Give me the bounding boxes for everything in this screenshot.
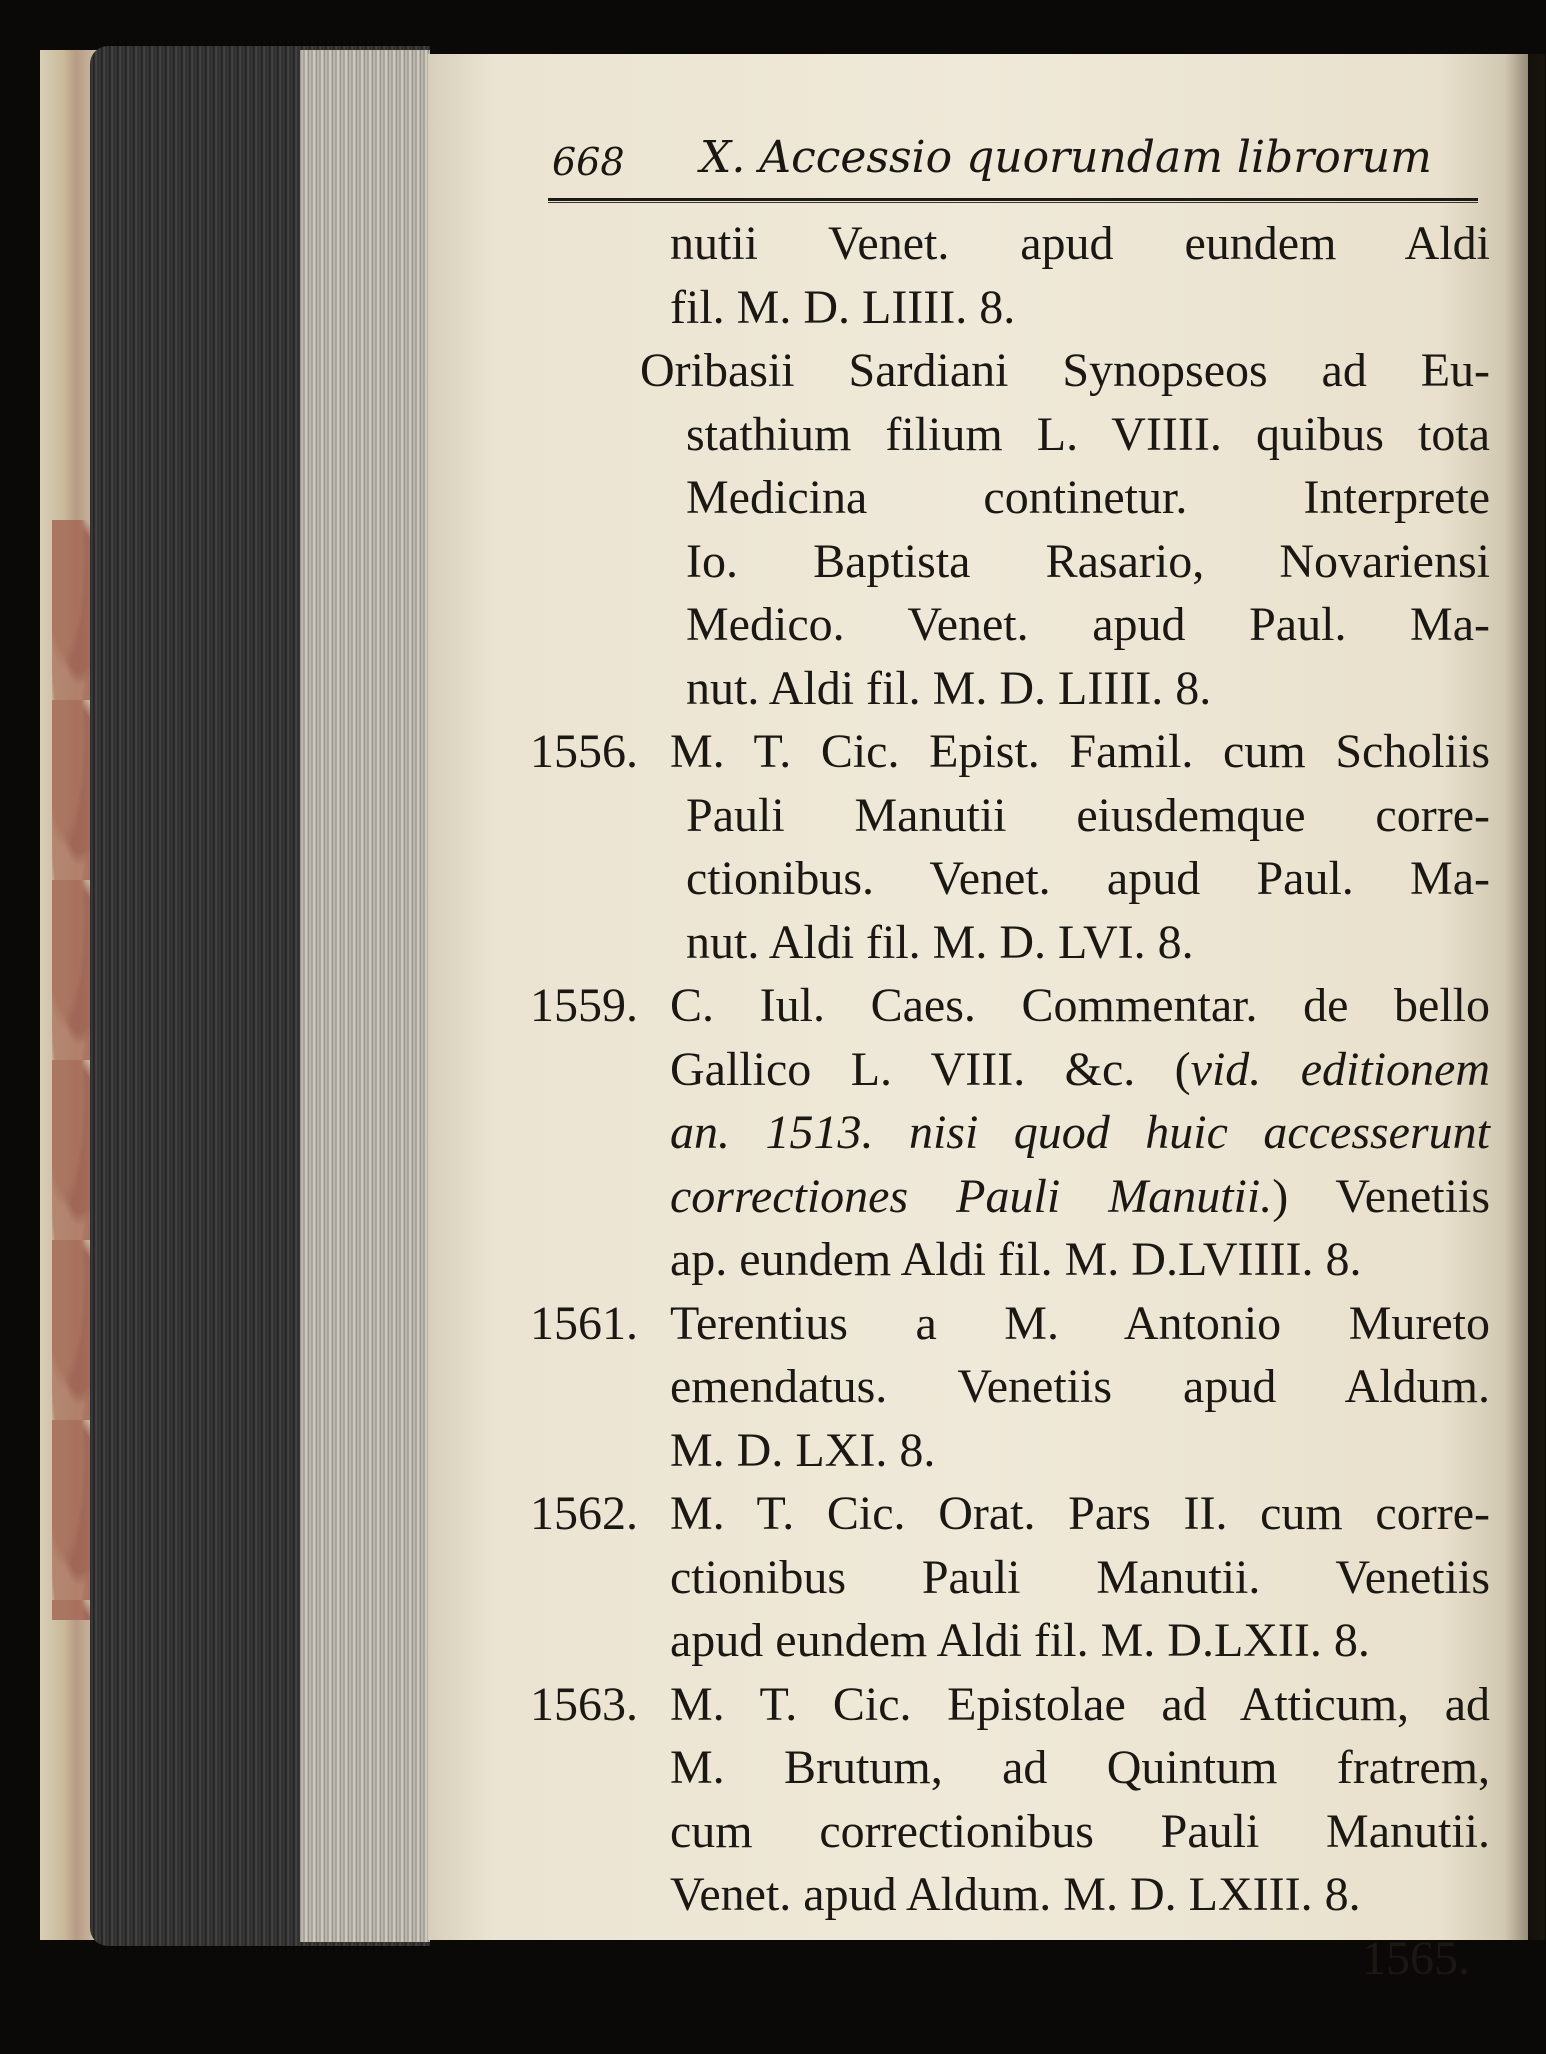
text-line xyxy=(530,339,1490,403)
text-line xyxy=(530,593,1490,657)
text-line xyxy=(530,784,1490,848)
text-line xyxy=(530,530,1490,594)
line-text: C. Iul. Caes. Commentar. de bello xyxy=(670,979,1490,1032)
line-text: Venet. apud Aldum. M. D. LXIII. 8. xyxy=(670,1868,1361,1921)
line-text: apud eundem Aldi fil. M. D.LXII. 8. xyxy=(670,1614,1370,1667)
text-line xyxy=(530,276,1490,340)
line-text: ap. eundem Aldi fil. M. D.LVIIII. 8. xyxy=(670,1233,1362,1286)
header-rule xyxy=(548,202,1478,203)
running-title: X. Accessio quorundam librorum xyxy=(700,132,1432,183)
entry-year: 1562. xyxy=(530,1487,638,1540)
text-line xyxy=(530,1419,1490,1483)
line-text: nutii Venet. apud eundem Aldi xyxy=(670,217,1490,270)
line-text: stathium filium L. VIIII. quibus tota xyxy=(686,407,1490,461)
entry-line xyxy=(530,1292,1490,1356)
text-line xyxy=(530,212,1490,276)
line-italic: an. 1513. nisi quod huic accesserunt xyxy=(670,1106,1490,1159)
line-text: Medicina continetur. Interprete xyxy=(686,471,1490,524)
marbled-edge xyxy=(52,520,92,1620)
text-line xyxy=(530,403,1490,467)
line-text: cum correctionibus Pauli Manutii. xyxy=(670,1804,1490,1858)
line-italic: vid. editionem xyxy=(1190,1042,1490,1096)
text-line xyxy=(530,1165,1490,1229)
text-line xyxy=(530,1609,1490,1673)
text-line xyxy=(530,466,1490,530)
entry-year: 1559. xyxy=(530,979,638,1032)
line-text-mixed xyxy=(670,1038,1490,1102)
entry-year: 1563. xyxy=(530,1677,638,1731)
catchword-line xyxy=(530,1927,1490,1991)
text-line xyxy=(530,1736,1490,1800)
line-text: Medico. Venet. apud Paul. Ma- xyxy=(686,598,1490,651)
line-text: M. T. Cic. Epist. Famil. cum Scholiis xyxy=(670,725,1490,778)
line-text: ctionibus Pauli Manutii. Venetiis xyxy=(670,1550,1490,1604)
line-text: emendatus. Venetiis apud Aldum. xyxy=(670,1360,1490,1413)
catchword: 1565. xyxy=(1362,1931,1470,1985)
line-italic: correctiones Pauli Manutii. xyxy=(670,1169,1273,1223)
entry-year: 1561. xyxy=(530,1296,638,1350)
line-text: fil. M. D. LIIII. 8. xyxy=(670,280,1016,334)
text-line xyxy=(530,1800,1490,1864)
text-line xyxy=(530,657,1490,721)
line-text: M. T. Cic. Epistolae ad Atticum, ad xyxy=(670,1677,1490,1731)
line-roman: Gallico L. VIII. &c. ( xyxy=(670,1042,1191,1096)
line-text: ctionibus. Venet. apud Paul. Ma- xyxy=(686,852,1490,905)
text-line xyxy=(530,911,1490,975)
entry-line xyxy=(530,1673,1490,1737)
page-text xyxy=(530,212,1490,1990)
line-text: Io. Baptista Rasario, Novariensi xyxy=(686,534,1490,588)
text-line xyxy=(530,847,1490,911)
line-text: M. T. Cic. Orat. Pars II. cum corre- xyxy=(670,1487,1490,1540)
line-text: Terentius a M. Antonio Mureto xyxy=(670,1296,1490,1350)
text-line xyxy=(530,1101,1490,1165)
page-edges-light xyxy=(300,50,430,1942)
line-text: M. Brutum, ad Quintum fratrem, xyxy=(670,1741,1490,1794)
text-line xyxy=(530,1355,1490,1419)
entry-year: 1556. xyxy=(530,725,638,778)
line-roman: ) Venetiis xyxy=(1272,1169,1490,1223)
entry-line xyxy=(530,1482,1490,1546)
line-text: Pauli Manutii eiusdemque corre- xyxy=(686,788,1490,842)
line-text-mixed xyxy=(670,1165,1490,1229)
entry-line xyxy=(530,974,1490,1038)
text-line xyxy=(530,1228,1490,1292)
text-line xyxy=(530,1038,1490,1102)
entry-line xyxy=(530,720,1490,784)
line-text: Oribasii Sardiani Synopseos ad Eu- xyxy=(640,344,1490,397)
gutter-shadow xyxy=(1505,54,1545,1940)
page-number: 668 xyxy=(552,140,625,184)
text-line xyxy=(530,1546,1490,1610)
line-text: M. D. LXI. 8. xyxy=(670,1423,936,1477)
line-text: nut. Aldi fil. M. D. LVI. 8. xyxy=(686,915,1194,969)
line-text: nut. Aldi fil. M. D. LIIII. 8. xyxy=(686,661,1212,715)
text-line xyxy=(530,1863,1490,1927)
